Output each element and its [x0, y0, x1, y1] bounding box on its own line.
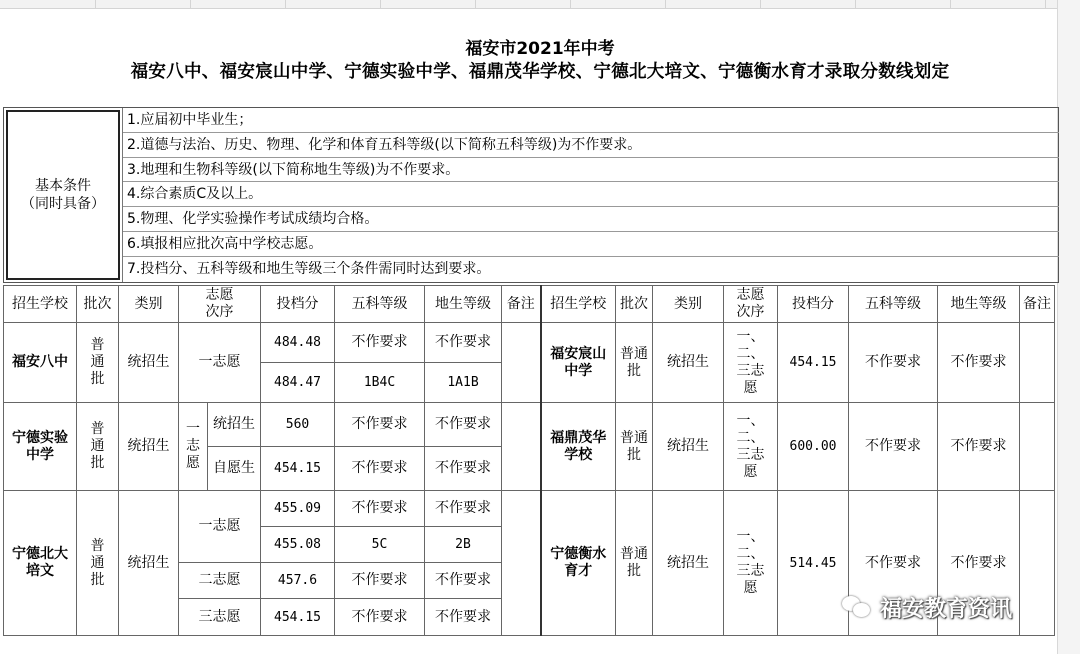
batch-cell[interactable]: 普通批	[616, 491, 653, 636]
condition-item[interactable]: 6.填报相应批次高中学校志愿。	[123, 232, 1059, 257]
category-cell[interactable]: 统招生	[119, 323, 179, 403]
choice-cell[interactable]: 一、二、三志愿	[724, 491, 778, 636]
five-grade-cell[interactable]: 不作要求	[335, 447, 425, 491]
header-choice-right[interactable]: 志愿次序	[724, 286, 778, 323]
five-grade-cell[interactable]: 不作要求	[335, 563, 425, 599]
geo-grade-cell[interactable]: 不作要求	[425, 447, 502, 491]
score-cell[interactable]: 455.09	[261, 491, 335, 527]
score-cell[interactable]: 455.08	[261, 527, 335, 563]
condition-item[interactable]: 2.道德与法治、历史、物理、化学和体育五科等级(以下简称五科等级)为不作要求。	[123, 133, 1059, 158]
geo-grade-cell[interactable]: 1A1B	[425, 363, 502, 403]
choice-cell[interactable]: 一志愿	[179, 403, 208, 491]
header-category-right[interactable]: 类别	[653, 286, 724, 323]
category-cell[interactable]: 统招生	[119, 403, 179, 491]
choice-cell[interactable]: 一志愿	[179, 323, 261, 403]
note-cell[interactable]	[502, 491, 541, 636]
note-cell[interactable]	[1020, 323, 1055, 403]
five-grade-cell[interactable]: 不作要求	[335, 403, 425, 447]
header-five-right[interactable]: 五科等级	[849, 286, 938, 323]
school-cell[interactable]: 宁德北大培文	[4, 491, 77, 636]
header-batch[interactable]: 批次	[77, 286, 119, 323]
school-cell[interactable]: 福安八中	[4, 323, 77, 403]
header-batch-right[interactable]: 批次	[616, 286, 653, 323]
five-grade-cell[interactable]: 不作要求	[849, 323, 938, 403]
header-five[interactable]: 五科等级	[335, 286, 425, 323]
page-subtitle: 福安八中、福安宸山中学、宁德实验中学、福鼎茂华学校、宁德北大培文、宁德衡水育才录取分数线划定	[130, 62, 950, 82]
five-grade-cell[interactable]: 不作要求	[335, 323, 425, 363]
table-row	[4, 323, 1055, 363]
geo-grade-cell[interactable]: 2B	[425, 527, 502, 563]
table-row	[4, 491, 1055, 527]
score-cell[interactable]: 514.45	[778, 491, 849, 636]
geo-grade-cell[interactable]: 不作要求	[938, 323, 1020, 403]
geo-grade-cell[interactable]: 不作要求	[425, 491, 502, 527]
header-geo-right[interactable]: 地生等级	[938, 286, 1020, 323]
five-grade-cell[interactable]: 5C	[335, 527, 425, 563]
condition-item[interactable]: 7.投档分、五科等级和地生等级三个条件需同时达到要求。	[127, 260, 491, 277]
header-note[interactable]: 备注	[502, 286, 541, 323]
conditions-label-cell[interactable]	[6, 110, 120, 280]
five-grade-cell[interactable]: 不作要求	[849, 491, 938, 636]
header-category[interactable]: 类别	[119, 286, 179, 323]
choice-cell[interactable]: 一、二、三志愿	[724, 403, 778, 491]
score-cell[interactable]: 454.15	[778, 323, 849, 403]
header-score[interactable]: 投档分	[261, 286, 335, 323]
spreadsheet-column-strip	[0, 0, 1080, 9]
admission-score-table	[3, 285, 1055, 636]
header-school[interactable]: 招生学校	[4, 286, 77, 323]
note-cell[interactable]	[502, 403, 541, 491]
choice-cell[interactable]: 一、二、三志愿	[724, 323, 778, 403]
batch-cell[interactable]: 普通批	[77, 323, 119, 403]
category-cell[interactable]: 统招生	[653, 491, 724, 636]
score-cell[interactable]: 560	[261, 403, 335, 447]
note-cell[interactable]	[1020, 491, 1055, 636]
batch-cell[interactable]: 普通批	[77, 491, 119, 636]
five-grade-cell[interactable]: 不作要求	[335, 491, 425, 527]
five-grade-cell[interactable]: 1B4C	[335, 363, 425, 403]
table-row	[4, 403, 1055, 447]
score-cell[interactable]: 457.6	[261, 563, 335, 599]
condition-item[interactable]: 4.综合素质C及以上。	[123, 182, 1059, 207]
geo-grade-cell[interactable]: 不作要求	[425, 563, 502, 599]
geo-grade-cell[interactable]: 不作要求	[938, 403, 1020, 491]
school-cell[interactable]: 宁德实验中学	[4, 403, 77, 491]
geo-grade-cell[interactable]: 不作要求	[425, 323, 502, 363]
sub-category-cell[interactable]: 自愿生	[208, 447, 261, 491]
score-cell[interactable]: 454.15	[261, 599, 335, 636]
school-cell[interactable]: 福安宸山中学	[541, 323, 616, 403]
school-cell[interactable]: 宁德衡水育才	[541, 491, 616, 636]
five-grade-cell[interactable]: 不作要求	[849, 403, 938, 491]
note-cell[interactable]	[1020, 403, 1055, 491]
category-cell[interactable]: 统招生	[653, 323, 724, 403]
score-cell[interactable]: 484.48	[261, 323, 335, 363]
header-geo[interactable]: 地生等级	[425, 286, 502, 323]
sub-category-cell[interactable]: 统招生	[208, 403, 261, 447]
header-school-right[interactable]: 招生学校	[541, 286, 616, 323]
header-row	[4, 286, 1055, 323]
header-choice[interactable]: 志愿次序	[179, 286, 261, 323]
condition-item[interactable]: 1.应届初中毕业生；	[123, 108, 1059, 133]
batch-cell[interactable]: 普通批	[77, 403, 119, 491]
conditions-list	[122, 108, 1059, 282]
score-cell[interactable]: 600.00	[778, 403, 849, 491]
choice-cell[interactable]: 三志愿	[179, 599, 261, 636]
choice-cell[interactable]: 二志愿	[179, 563, 261, 599]
spreadsheet-scrollbar[interactable]	[1057, 0, 1080, 654]
conditions-box	[3, 107, 1059, 283]
wechat-icon	[842, 594, 872, 620]
page-title: 福安市2021年中考	[465, 39, 615, 59]
score-cell[interactable]: 454.15	[261, 447, 335, 491]
geo-grade-cell[interactable]: 不作要求	[425, 403, 502, 447]
header-score-right[interactable]: 投档分	[778, 286, 849, 323]
header-note-right[interactable]: 备注	[1020, 286, 1055, 323]
geo-grade-cell[interactable]: 不作要求	[938, 491, 1020, 636]
condition-item[interactable]: 5.物理、化学实验操作考试成绩均合格。	[123, 207, 1059, 232]
note-cell[interactable]	[502, 323, 541, 403]
five-grade-cell[interactable]: 不作要求	[335, 599, 425, 636]
category-cell[interactable]: 统招生	[119, 491, 179, 636]
batch-cell[interactable]: 普通批	[616, 403, 653, 491]
choice-cell[interactable]: 一志愿	[179, 491, 261, 563]
category-cell[interactable]: 统招生	[653, 403, 724, 491]
score-cell[interactable]: 484.47	[261, 363, 335, 403]
batch-cell[interactable]: 普通批	[616, 323, 653, 403]
conditions-label-sub: （同时具备）	[21, 196, 105, 212]
watermark	[842, 590, 1012, 624]
conditions-label: 基本条件	[35, 178, 91, 194]
condition-item[interactable]: 3.地理和生物科等级(以下简称地生等级)为不作要求。	[123, 158, 1059, 183]
geo-grade-cell[interactable]: 不作要求	[425, 599, 502, 636]
watermark-text: 福安教育资讯	[880, 596, 1013, 622]
school-cell[interactable]: 福鼎茂华学校	[541, 403, 616, 491]
